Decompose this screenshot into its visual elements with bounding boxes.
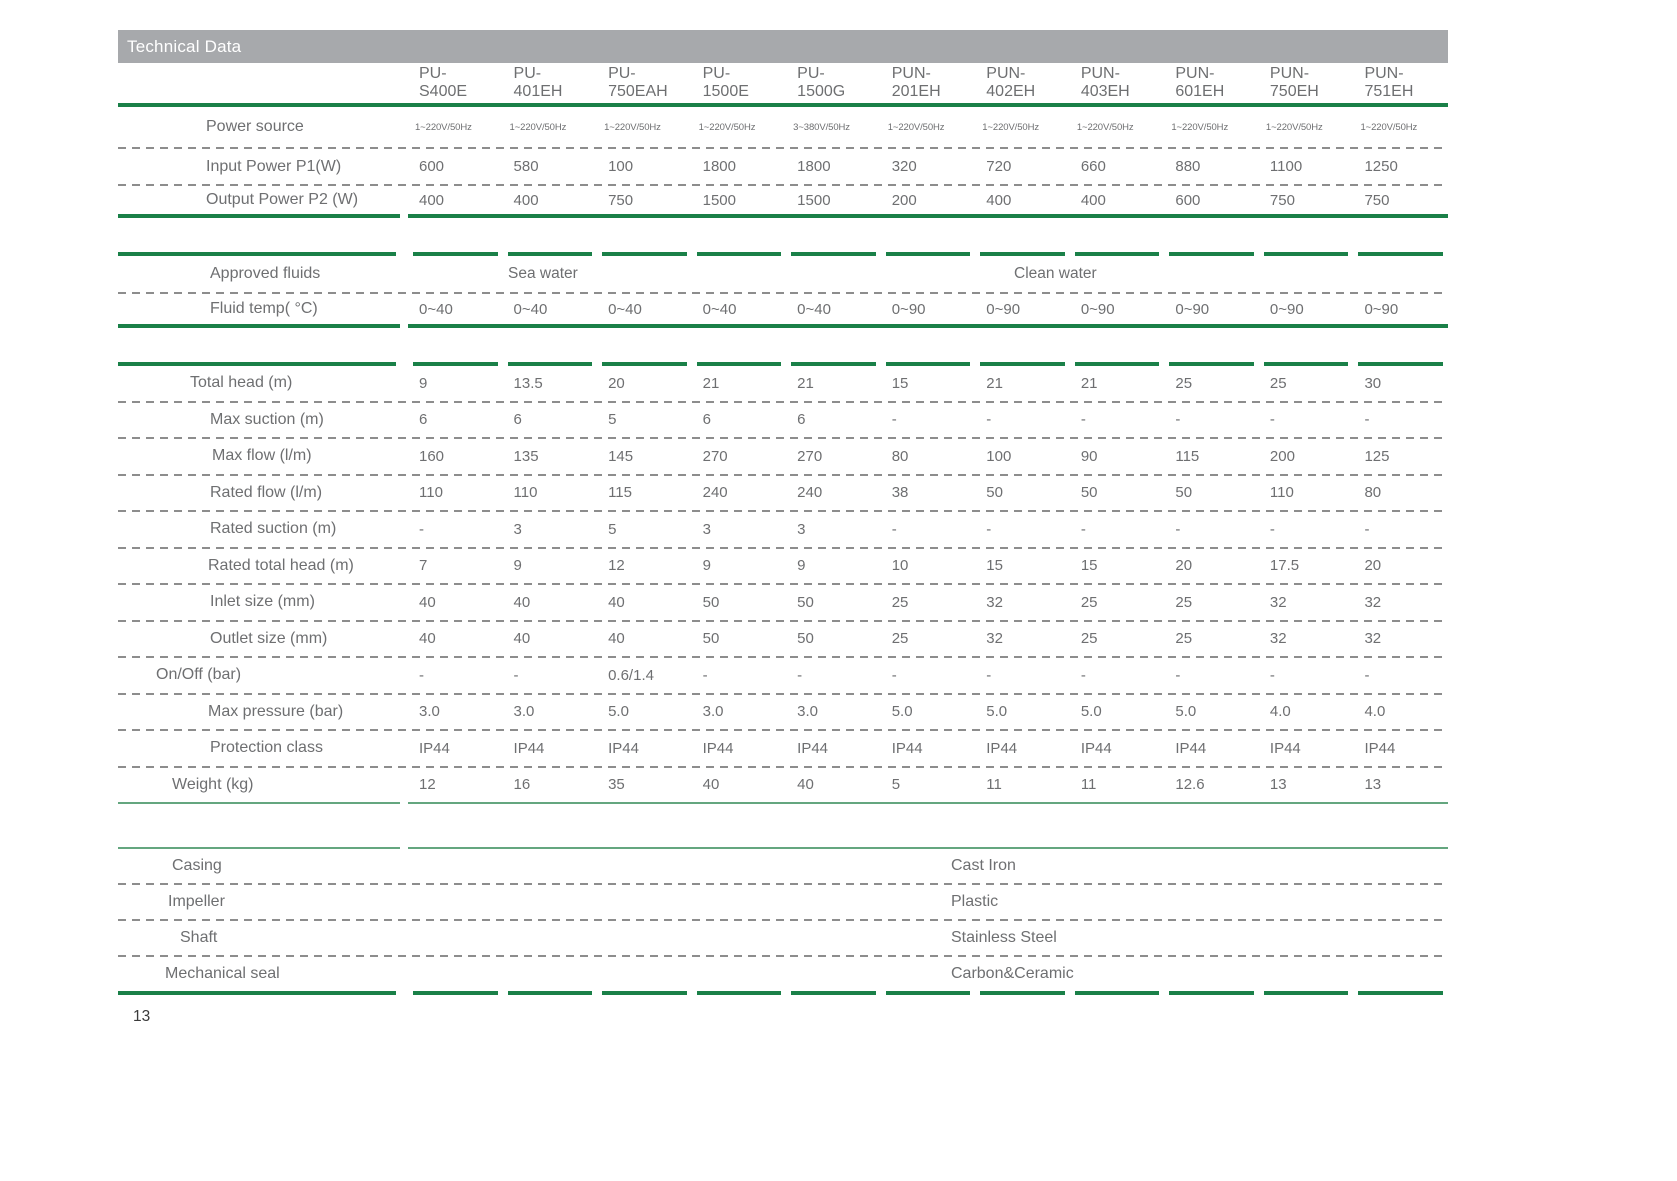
section-gap [118, 218, 1448, 252]
value-cell: 20 [608, 374, 625, 392]
value-cell: - [986, 666, 992, 684]
casing-row [118, 849, 1448, 883]
value-cell: 3~380V/50Hz [793, 121, 850, 133]
value-cell: 0~90 [986, 300, 1021, 318]
value-cell: 40 [419, 630, 436, 648]
value-cell: 13 [1364, 776, 1382, 794]
green-bar [602, 991, 687, 995]
value-cell: 15 [891, 374, 909, 392]
column-header [881, 65, 976, 103]
row-label: Protection class [210, 739, 323, 757]
value-cell: 30 [1364, 374, 1382, 392]
column-header [503, 65, 598, 103]
value-cell: 25 [1080, 593, 1098, 611]
value-cell: 1800 [797, 158, 831, 175]
value-cell: 5 [891, 776, 901, 794]
value-cell: 5 [608, 520, 617, 538]
green-bar [408, 214, 1448, 218]
green-bar [508, 991, 593, 995]
value-cell: 0~40 [419, 300, 453, 318]
material-value: Carbon&Ceramic [951, 965, 1074, 982]
value-cell: 1~220V/50Hz [887, 121, 945, 133]
green-bar [980, 991, 1065, 995]
column-header [975, 65, 1070, 103]
value-cell: 12 [608, 557, 625, 575]
column-header-model: 1500G [797, 82, 846, 100]
row-label: Max pressure (bar) [208, 702, 344, 720]
value-cell: 6 [702, 411, 711, 429]
value-cell: 50 [986, 484, 1003, 502]
value-cell: 400 [986, 191, 1012, 209]
value-cell: 4.0 [1269, 703, 1291, 721]
value-cell: 25 [1175, 374, 1193, 392]
value-cell: 0~90 [891, 300, 926, 318]
value-cell: 32 [1364, 593, 1382, 611]
value-cell: 1~220V/50Hz [1076, 121, 1134, 133]
value-cell: 0~40 [702, 300, 737, 318]
value-cell: 20 [1175, 557, 1193, 575]
value-cell: 40 [608, 593, 625, 611]
value-cell: 1100 [1269, 158, 1303, 175]
sea-water-label: Sea water [508, 265, 578, 282]
column-header [692, 65, 787, 103]
column-header-model: 750EAH [608, 82, 668, 100]
value-cell: 40 [702, 776, 720, 794]
section-divider-green [118, 324, 1448, 328]
value-cell: - [891, 520, 897, 538]
row-label: Max suction (m) [210, 410, 324, 428]
row-label: Mechanical seal [165, 965, 280, 982]
row-label: Impeller [168, 893, 225, 910]
value-cell: 11 [1080, 776, 1097, 794]
value-cell: - [891, 666, 897, 684]
row-label: Fluid temp( °C) [210, 300, 318, 317]
value-cell: 32 [986, 593, 1003, 611]
output-power-row [118, 186, 1448, 214]
row-label: Shaft [180, 929, 218, 946]
green-bar [413, 991, 498, 995]
section-divider-green [118, 214, 1448, 218]
value-cell: 0.6/1.4 [608, 666, 654, 684]
column-header [1353, 65, 1448, 103]
green-bar [1264, 991, 1349, 995]
section-divider-green [118, 802, 1448, 804]
material-value: Stainless Steel [951, 929, 1057, 946]
value-cell: 1~220V/50Hz [509, 121, 567, 133]
column-header [408, 65, 503, 103]
value-cell: - [986, 520, 992, 538]
technical-data-titlebar: Technical Data [118, 30, 1448, 63]
value-cell: 0~90 [1175, 300, 1210, 318]
column-header-row [118, 63, 1448, 103]
row-label: On/Off (bar) [156, 666, 242, 684]
value-cell: 40 [797, 776, 814, 794]
value-cell: 880 [1175, 158, 1201, 175]
clean-water-label: Clean water [1014, 265, 1097, 282]
row-label: Input Power P1(W) [206, 157, 342, 175]
value-cell: 1250 [1364, 158, 1398, 175]
green-bar [1075, 991, 1160, 995]
value-cell: 270 [797, 447, 823, 465]
value-cell: 110 [1269, 484, 1294, 502]
value-cell: - [1364, 411, 1370, 429]
value-cell: 50 [1175, 484, 1193, 502]
material-value: Cast Iron [951, 857, 1016, 874]
rated-total-head-row [118, 549, 1448, 584]
table-body [118, 63, 1448, 995]
value-cell: - [1269, 666, 1275, 684]
column-header-prefix: PU- [419, 65, 447, 82]
outlet-size-row [118, 622, 1448, 657]
value-cell: 750 [608, 191, 634, 209]
column-header-model: 1500E [702, 82, 749, 100]
value-cell: 0~90 [1269, 300, 1304, 318]
value-cell: 9 [702, 557, 711, 575]
row-label: Max flow (l/m) [212, 447, 312, 465]
value-cell: 21 [986, 374, 1003, 392]
row-label: Inlet size (mm) [210, 593, 315, 611]
value-cell: 40 [608, 630, 625, 648]
value-cell: 25 [1269, 374, 1287, 392]
value-cell: 5.0 [1080, 703, 1102, 721]
value-cell: IP44 [986, 739, 1018, 757]
value-cell: 21 [702, 374, 720, 392]
column-header-prefix: PU- [513, 65, 542, 82]
value-cell: IP44 [608, 739, 639, 757]
mechanical-seal-row [118, 957, 1448, 991]
green-bar [697, 991, 782, 995]
value-cell: 0~40 [797, 300, 831, 318]
column-header [1259, 65, 1354, 103]
value-cell: - [1080, 666, 1086, 684]
value-cell: 40 [513, 593, 531, 611]
value-cell: 13 [1269, 776, 1287, 794]
value-cell: 11 [986, 776, 1002, 794]
value-cell: 0~90 [1080, 300, 1115, 318]
value-cell: 25 [1175, 630, 1193, 648]
value-cell: 1~220V/50Hz [415, 121, 472, 133]
value-cell: 5.0 [608, 703, 629, 721]
row-label: Rated total head (m) [208, 556, 354, 574]
row-label: Rated suction (m) [210, 520, 337, 538]
value-cell: 80 [1364, 484, 1382, 502]
max-pressure-row [118, 695, 1448, 730]
value-cell: 1800 [702, 158, 736, 175]
column-header-model: 601EH [1175, 82, 1225, 100]
value-cell: 1500 [797, 191, 831, 209]
value-cell: 115 [608, 484, 632, 502]
value-cell: 6 [513, 411, 522, 429]
column-header [1164, 65, 1259, 103]
column-header-prefix: PUN- [986, 65, 1026, 82]
column-header-model: 750EH [1269, 82, 1319, 100]
column-header-model: S400E [419, 82, 468, 100]
power-source-row [118, 107, 1448, 147]
value-cell: 400 [513, 191, 539, 209]
rated-suction-row [118, 512, 1448, 547]
value-cell: 110 [419, 484, 443, 502]
max-flow-row [118, 439, 1448, 474]
value-cell: IP44 [513, 739, 545, 757]
value-cell: 200 [1269, 447, 1295, 465]
value-cell: 90 [1080, 447, 1098, 465]
value-cell: 125 [1364, 447, 1390, 465]
column-header-model: 401EH [513, 82, 563, 100]
input-power-row [118, 149, 1448, 184]
value-cell: 21 [797, 374, 814, 392]
value-cell: 5.0 [1175, 703, 1197, 721]
value-cell: 5.0 [891, 703, 913, 721]
row-label: Power source [206, 118, 304, 135]
green-bar [118, 324, 400, 328]
value-cell: - [1175, 520, 1181, 538]
column-header-model: 751EH [1364, 82, 1414, 100]
value-cell: 600 [419, 158, 445, 175]
section-divider-green [118, 991, 1448, 995]
value-cell: 12 [419, 776, 436, 794]
column-header [1070, 65, 1165, 103]
value-cell: 0~40 [513, 300, 548, 318]
green-bar [118, 802, 400, 804]
value-cell: 35 [608, 776, 625, 794]
value-cell: - [1080, 520, 1086, 538]
value-cell: 3.0 [702, 703, 724, 721]
value-cell: - [702, 666, 708, 684]
value-cell: 100 [608, 158, 634, 175]
value-cell: 400 [419, 191, 445, 209]
green-bar [118, 214, 400, 218]
value-cell: 1~220V/50Hz [604, 121, 661, 133]
green-bar [408, 324, 1448, 328]
value-cell: - [797, 666, 803, 684]
green-bar [886, 991, 971, 995]
value-cell: 40 [419, 593, 436, 611]
technical-data-table [118, 30, 1448, 995]
value-cell: 6 [419, 411, 428, 429]
green-bar [118, 991, 396, 995]
value-cell: 50 [702, 593, 720, 611]
value-cell: 115 [1175, 447, 1200, 465]
value-cell: - [1080, 411, 1086, 429]
value-cell: 50 [797, 593, 814, 611]
value-cell: 32 [1364, 630, 1382, 648]
value-cell: 32 [1269, 630, 1287, 648]
column-header-prefix: PUN- [1080, 65, 1120, 82]
row-label: Approved fluids [210, 265, 321, 282]
value-cell: 1~220V/50Hz [1360, 121, 1418, 133]
value-cell: 25 [1175, 593, 1193, 611]
value-cell: 5.0 [986, 703, 1008, 721]
value-cell: 12.6 [1175, 776, 1205, 794]
green-bar [791, 991, 876, 995]
column-header-prefix: PU- [797, 65, 825, 82]
value-cell: 50 [702, 630, 720, 648]
value-cell: 145 [608, 447, 634, 465]
value-cell: - [1269, 411, 1275, 429]
on-off-row [118, 658, 1448, 693]
value-cell: 5 [608, 411, 617, 429]
value-cell: 25 [891, 593, 909, 611]
weight-row [118, 768, 1448, 803]
value-cell: - [1364, 666, 1370, 684]
value-cell: 21 [1080, 374, 1098, 392]
value-cell: IP44 [702, 739, 734, 757]
value-cell: 20 [1364, 557, 1382, 575]
row-label: Casing [172, 857, 222, 874]
row-label: Weight (kg) [172, 775, 254, 793]
value-cell: 3 [513, 520, 522, 538]
value-cell: 38 [891, 484, 909, 502]
value-cell: 720 [986, 158, 1012, 175]
total-head-row [118, 366, 1448, 401]
value-cell: 80 [891, 447, 909, 465]
value-cell: IP44 [1175, 739, 1207, 757]
value-cell: 600 [1175, 191, 1201, 209]
green-bar [1358, 991, 1443, 995]
column-header-model: 403EH [1080, 82, 1130, 100]
material-value: Plastic [951, 893, 999, 910]
max-suction-row [118, 403, 1448, 438]
value-cell: 3 [797, 520, 806, 538]
value-cell: 32 [986, 630, 1003, 648]
value-cell: - [1175, 411, 1181, 429]
value-cell: IP44 [891, 739, 923, 757]
value-cell: 16 [513, 776, 531, 794]
column-header [597, 65, 692, 103]
rated-flow-row [118, 476, 1448, 511]
value-cell: - [986, 411, 992, 429]
inlet-size-row [118, 585, 1448, 620]
value-cell: 1500 [702, 191, 736, 209]
value-cell: 25 [1080, 630, 1098, 648]
value-cell: 3 [702, 520, 711, 538]
value-cell: - [513, 666, 519, 684]
page-number: 13 [133, 1008, 151, 1025]
green-bar [408, 802, 1448, 804]
approved-fluids-row [118, 256, 1448, 292]
value-cell: 660 [1080, 158, 1106, 175]
column-header-model: 402EH [986, 82, 1036, 100]
value-cell: 270 [702, 447, 728, 465]
value-cell: 15 [986, 557, 1003, 575]
value-cell: IP44 [797, 739, 829, 757]
value-cell: 240 [702, 484, 728, 502]
value-cell: 400 [1080, 191, 1106, 209]
column-header-prefix: PUN- [1364, 65, 1404, 82]
value-cell: 15 [1080, 557, 1098, 575]
value-cell: 580 [513, 158, 539, 175]
row-label: Total head (m) [190, 374, 293, 392]
value-cell: 7 [419, 557, 428, 575]
value-cell: 1~220V/50Hz [1171, 121, 1229, 133]
value-cell: 9 [419, 374, 428, 392]
value-cell: 1~220V/50Hz [1265, 121, 1323, 133]
column-header-model: 201EH [891, 82, 941, 100]
column-header [786, 65, 881, 103]
protection-class-row [118, 731, 1448, 766]
value-cell: 40 [513, 630, 531, 648]
row-label: Rated flow (l/m) [210, 483, 323, 501]
impeller-row [118, 885, 1448, 919]
value-cell: 240 [797, 484, 823, 502]
section-gap [118, 804, 1448, 847]
value-cell: 1~220V/50Hz [698, 121, 756, 133]
value-cell: 6 [797, 411, 806, 429]
value-cell: 9 [513, 557, 522, 575]
value-cell: 50 [797, 630, 814, 648]
column-header-prefix: PU- [702, 65, 731, 82]
value-cell: 3.0 [513, 703, 535, 721]
column-header-prefix: PUN- [891, 65, 931, 82]
value-cell: - [891, 411, 897, 429]
value-cell: - [419, 520, 424, 538]
value-cell: 10 [891, 557, 909, 575]
value-cell: IP44 [1364, 739, 1396, 757]
shaft-row [118, 921, 1448, 955]
value-cell: 32 [1269, 593, 1287, 611]
row-label: Outlet size (mm) [210, 629, 328, 647]
value-cell: - [1269, 520, 1275, 538]
section-gap [118, 328, 1448, 362]
value-cell: IP44 [1080, 739, 1112, 757]
value-cell: 0~90 [1364, 300, 1399, 318]
value-cell: 17.5 [1269, 557, 1300, 575]
column-header-prefix: PUN- [1269, 65, 1310, 82]
value-cell: - [1364, 520, 1370, 538]
value-cell: 4.0 [1364, 703, 1386, 721]
value-cell: - [1175, 666, 1181, 684]
value-cell: 160 [419, 447, 445, 465]
value-cell: 110 [513, 484, 538, 502]
value-cell: 135 [513, 447, 539, 465]
value-cell: 0~40 [608, 300, 642, 318]
value-cell: 100 [986, 447, 1012, 465]
value-cell: 50 [1080, 484, 1098, 502]
value-cell: 750 [1269, 191, 1295, 209]
column-header-prefix: PU- [608, 65, 636, 82]
value-cell: 9 [797, 557, 806, 575]
value-cell: 320 [891, 158, 917, 175]
value-cell: - [419, 666, 424, 684]
value-cell: 200 [891, 191, 917, 209]
fluid-temp-row [118, 294, 1448, 324]
row-label: Output Power P2 (W) [206, 191, 359, 208]
value-cell: 3.0 [797, 703, 819, 721]
value-cell: IP44 [419, 739, 450, 757]
value-cell: IP44 [1269, 739, 1301, 757]
value-cell: 750 [1364, 191, 1390, 209]
value-cell: 3.0 [419, 703, 440, 721]
column-header-prefix: PUN- [1175, 65, 1215, 82]
value-cell: 1~220V/50Hz [982, 121, 1040, 133]
value-cell: 13.5 [513, 374, 543, 392]
green-bar [1169, 991, 1254, 995]
value-cell: 25 [891, 630, 909, 648]
